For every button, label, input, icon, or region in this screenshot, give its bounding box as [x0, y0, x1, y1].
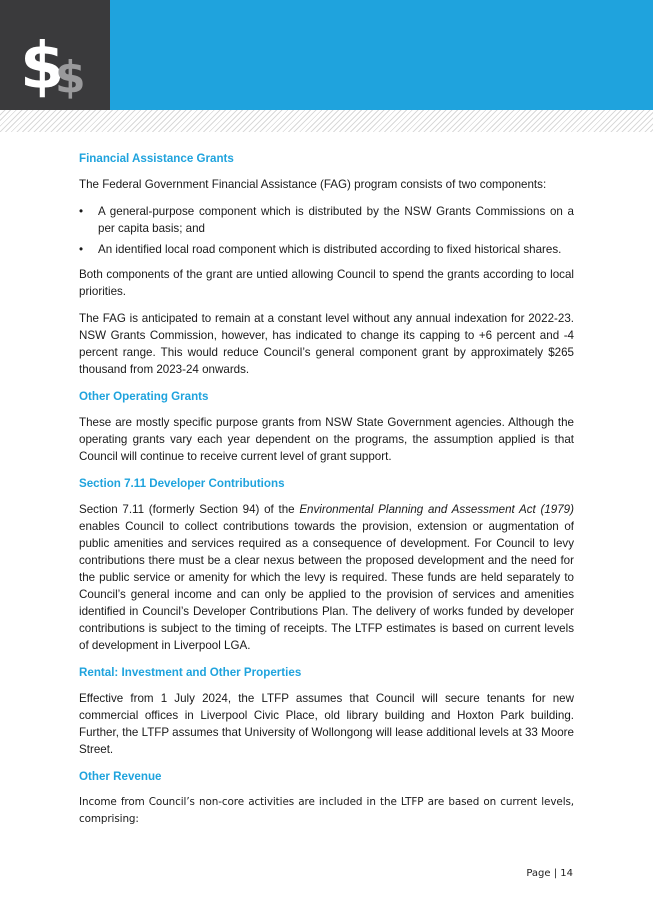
fag-intro: The Federal Government Financial Assistance (FAG) program consists of two components:	[79, 178, 547, 191]
svg-text:$: $	[55, 52, 86, 103]
section-heading-fag: Financial Assistance Grants	[79, 152, 234, 165]
section-heading-s711: Section 7.11 Developer Contributions	[79, 477, 285, 490]
fag-paragraph-2: The FAG is anticipated to remain at a constant level without any annual indexation for 2022-23. NSW Grants Commission, however, has indicated to change its capping to +6 percent and -4 percent range. This would reduce Council’s general component grant by approximately $265 thousand from 2023-24 onwards.	[79, 312, 574, 376]
list-item: • An identified local road component which is distributed according to fixed historical shares.	[79, 243, 562, 256]
section-heading-other-revenue: Other Revenue	[79, 770, 162, 783]
bullet-icon: •	[79, 205, 84, 218]
list-item: • A general-purpose component which is distributed by the NSW Grants Commissions on a per capita basis; and	[79, 205, 574, 235]
header-hatch-divider	[0, 110, 653, 132]
page-number: Page | 14	[526, 868, 573, 879]
dollar-sign-logo-icon	[0, 0, 110, 110]
act-title: Environmental Planning and Assessment Act (1979)	[299, 503, 574, 516]
other-revenue-paragraph: Income from Council’s non-core activities are included in the LTFP are based on current levels, comprising:	[79, 796, 574, 825]
section-heading-rental: Rental: Investment and Other Properties	[79, 666, 302, 679]
rental-paragraph: Effective from 1 July 2024, the LTFP assumes that Council will secure tenants for new commercial offices in Liverpool Civic Place, old library building and Hoxton Park building. Further, the LTFP assumes that University of Wollongong will lease additional levels at 33 Moore Street.	[79, 692, 574, 756]
bullet-icon: •	[79, 243, 84, 256]
section-heading-other-grants: Other Operating Grants	[79, 390, 209, 403]
svg-text:$: $	[20, 30, 65, 104]
fag-paragraph-1: Both components of the grant are untied allowing Council to spend the grants according to local priorities.	[79, 268, 574, 298]
s711-paragraph: Section 7.11 (formerly Section 94) of the Environmental Planning and Assessment Act (1979) enables Council to collect contributions towards the provision, extension or augmentation of public amenities and services required as a consequence of development. For Council to levy contributions there must be a clear nexus between the proposed development and the need for the public service or amenity for which the levy is required. These funds are held separately to Council’s general income and can only be applied to the provision of services and amenities identified in Council’s Developer Contributions Plan. The delivery of works funded by developer contributions is subject to the timing of receipts. The LTFP estimates is based on current levels of development in Liverpool LGA.	[79, 503, 574, 652]
fag-bullet-list	[79, 203, 574, 258]
document-body	[79, 150, 574, 838]
other-grants-paragraph: These are mostly specific purpose grants from NSW State Government agencies. Although the operating grants vary each year dependent on the programs, the assumption applied is that Council will continue to receive current level of grant support.	[79, 416, 574, 463]
